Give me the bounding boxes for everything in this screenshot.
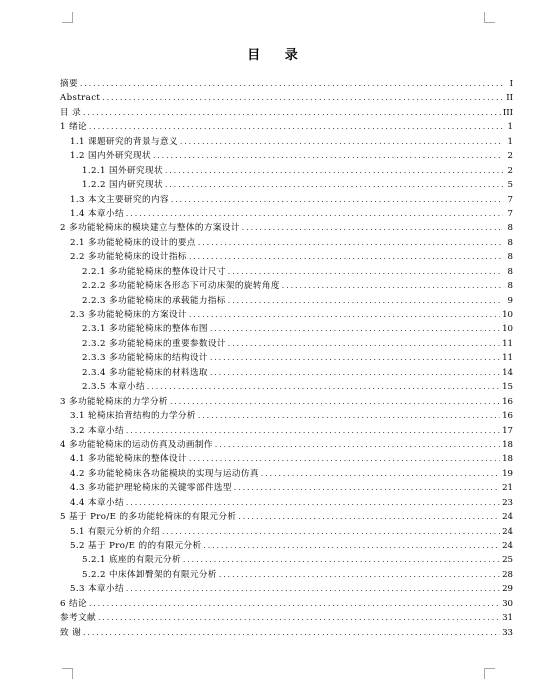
toc-entry-title: 2.3.4 多功能轮椅床的材料选取 <box>82 367 208 378</box>
toc-dot-leader <box>83 626 500 640</box>
toc-dot-leader <box>147 380 500 394</box>
toc-entry[interactable] <box>60 467 513 481</box>
toc-entry-title: 1.4 本章小结 <box>70 208 124 219</box>
toc-entry[interactable] <box>60 626 513 640</box>
toc-dot-leader <box>261 467 500 481</box>
toc-entry-title: 2.2.3 多功能轮椅床的承载能力指标 <box>82 295 226 306</box>
toc-entry-title: 2 多功能轮椅床的模块建立与整体的方案设计 <box>60 223 240 234</box>
toc-dot-leader <box>80 77 503 91</box>
toc-entry-title: 5.3 本章小结 <box>70 584 124 595</box>
toc-entry[interactable] <box>60 366 513 380</box>
toc-dot-leader <box>228 265 503 279</box>
toc-entry[interactable] <box>60 539 513 553</box>
crop-mark-bottom-left <box>62 668 73 679</box>
toc-dot-leader <box>98 611 500 625</box>
toc-entry-title: 1.2 国内外研究现状 <box>70 151 151 162</box>
toc-dot-leader <box>228 337 500 351</box>
toc-entry-title: 2.2.1 多功能轮椅床的整体设计尺寸 <box>82 266 226 277</box>
toc-entry[interactable] <box>60 452 513 466</box>
toc-entry-page: 14 <box>502 367 513 378</box>
toc-entry-title: 2.1 多功能轮椅床的设计的要点 <box>70 237 196 248</box>
toc-dot-leader <box>210 322 500 336</box>
toc-entry-title: 摘要 <box>60 79 78 89</box>
toc-entry-page: 28 <box>502 569 513 580</box>
toc-entry[interactable] <box>60 409 513 423</box>
toc-entry-page: 2 <box>507 151 513 162</box>
toc-entry-page: 7 <box>507 194 513 205</box>
toc-entry-title: 1.3 本文主要研究的内容 <box>70 194 169 205</box>
toc-entry-page: 2 <box>507 165 513 176</box>
crop-mark-bottom-right <box>484 668 495 679</box>
toc-entry-title: 参考文献 <box>60 613 96 624</box>
toc-entry[interactable] <box>60 77 513 91</box>
toc-entry-title: 5.2.2 中床体卸臀架的有限元分析 <box>82 569 217 580</box>
toc-entry-page: 31 <box>502 613 513 624</box>
toc-entry-title: 4.2 多功能轮椅床各功能模块的实现与运动仿真 <box>70 468 259 479</box>
toc-entry[interactable] <box>60 351 513 365</box>
toc-dot-leader <box>198 236 503 250</box>
toc-dot-leader <box>126 424 500 438</box>
toc-entry[interactable] <box>60 597 513 611</box>
toc-dot-leader <box>198 409 500 423</box>
toc-dot-leader <box>126 496 500 510</box>
toc-entry-page: 11 <box>502 338 513 349</box>
toc-entry-title: 致 谢 <box>60 627 82 638</box>
toc-entry-page: 5 <box>507 180 513 191</box>
toc-entry-page: 16 <box>502 411 513 422</box>
crop-mark-top-left <box>62 12 73 23</box>
toc-entry[interactable] <box>60 106 513 120</box>
toc-entry-page: 8 <box>507 266 513 277</box>
toc-entry-title: 4.3 多功能护理轮椅床的关键零部件选型 <box>70 483 232 494</box>
toc-entry-page: 8 <box>507 237 513 248</box>
toc-entry-title: 5.2.1 底座的有限元分析 <box>82 555 181 566</box>
toc-entry[interactable] <box>60 496 513 510</box>
toc-entry-page: 33 <box>502 627 513 638</box>
toc-entry[interactable] <box>60 611 513 625</box>
toc-entry-title: 5.1 有限元分析的介绍 <box>70 526 160 537</box>
toc-entry-title: Abstract <box>60 93 101 104</box>
toc-dot-leader <box>126 582 500 596</box>
toc-dot-leader <box>228 294 503 308</box>
toc-entry-page: 17 <box>502 425 513 436</box>
crop-mark-top-right <box>484 12 495 23</box>
toc-entry-title: 6 结论 <box>60 598 87 609</box>
toc-entry-page: I <box>509 79 513 89</box>
toc-entry-title: 2.3.3 多功能轮椅床的结构设计 <box>82 353 208 364</box>
toc-entry-page: 11 <box>502 353 513 364</box>
toc-entry-page: 15 <box>502 382 513 393</box>
toc-dot-leader <box>165 178 503 192</box>
toc-entry[interactable] <box>60 424 513 438</box>
toc-entry-title: 4.4 本章小结 <box>70 497 124 508</box>
toc-entry-page: 10 <box>502 310 513 320</box>
toc-entry-page: 9 <box>507 295 513 306</box>
toc-entry[interactable] <box>60 481 513 495</box>
toc-entry-page: 18 <box>502 439 513 450</box>
toc-entry[interactable] <box>60 279 513 293</box>
toc-entry[interactable] <box>60 337 513 351</box>
toc-entry-page: II <box>506 93 513 104</box>
toc-dot-leader <box>83 106 501 120</box>
toc-entry-page: 1 <box>507 136 513 147</box>
table-of-contents <box>60 77 513 640</box>
toc-dot-leader <box>219 568 500 582</box>
toc-entry[interactable] <box>60 380 513 394</box>
toc-entry-title: 2.2 多功能轮椅床的设计指标 <box>70 252 187 263</box>
toc-dot-leader <box>126 207 503 221</box>
toc-dot-leader <box>210 366 500 380</box>
toc-entry-title: 1.2.1 国外研究现状 <box>82 165 163 176</box>
toc-entry[interactable] <box>60 178 513 192</box>
toc-entry[interactable] <box>60 149 513 163</box>
page-title: 目 录 <box>247 48 308 63</box>
toc-entry-title: 2.3.5 本章小结 <box>82 382 145 393</box>
toc-entry-page: 24 <box>502 541 513 551</box>
toc-entry-title: 5 基于 Pro/E 的多功能轮椅床的有限元分析 <box>60 512 237 523</box>
toc-entry-page: 18 <box>502 454 513 465</box>
toc-entry-page: 30 <box>502 598 513 609</box>
toc-dot-leader <box>171 193 503 207</box>
toc-entry-title: 4.1 多功能轮椅床的整体设计 <box>70 454 187 465</box>
toc-entry-page: 8 <box>507 252 513 263</box>
toc-entry[interactable] <box>60 510 513 524</box>
toc-entry-page: 19 <box>502 468 513 479</box>
toc-entry-title: 1 绪论 <box>60 122 87 133</box>
toc-dot-leader <box>203 539 500 553</box>
toc-entry-page: 24 <box>502 526 513 537</box>
toc-entry[interactable] <box>60 135 513 149</box>
toc-entry-title: 2.2.2 多功能轮椅床各形态下可动床架的旋转角度 <box>82 281 280 292</box>
toc-dot-leader <box>153 149 503 163</box>
toc-entry[interactable] <box>60 553 513 567</box>
toc-entry-title: 5.2 基于 Pro/E 的的有限元分析 <box>70 541 202 551</box>
toc-entry[interactable] <box>60 395 513 409</box>
toc-dot-leader <box>215 438 500 452</box>
toc-entry[interactable] <box>60 236 513 250</box>
toc-entry[interactable] <box>60 207 513 221</box>
toc-entry[interactable] <box>60 582 513 596</box>
toc-dot-leader <box>189 308 500 322</box>
toc-entry-page: 16 <box>502 396 513 407</box>
toc-dot-leader <box>180 135 503 149</box>
toc-dot-leader <box>282 279 503 293</box>
toc-entry[interactable] <box>60 294 513 308</box>
toc-entry-title: 2.3 多功能轮椅床的方案设计 <box>70 310 187 320</box>
toc-entry-title: 4 多功能轮椅床的运动仿真及动画制作 <box>60 439 213 450</box>
toc-entry-page: 29 <box>502 584 513 595</box>
toc-entry-page: 24 <box>502 512 513 523</box>
toc-entry-page: 7 <box>507 208 513 219</box>
toc-entry-title: 目 录 <box>60 107 82 118</box>
toc-dot-leader <box>102 91 503 105</box>
toc-entry-page: 8 <box>507 281 513 292</box>
toc-entry-page: 1 <box>507 122 513 133</box>
toc-entry-title: 3.2 本章小结 <box>70 425 124 436</box>
toc-dot-leader <box>89 120 503 134</box>
toc-dot-leader <box>189 452 500 466</box>
toc-dot-leader <box>165 164 503 178</box>
toc-entry[interactable] <box>60 568 513 582</box>
toc-dot-leader <box>189 250 503 264</box>
toc-entry[interactable] <box>60 221 513 235</box>
toc-entry[interactable] <box>60 193 513 207</box>
toc-dot-leader <box>210 351 500 365</box>
toc-dot-leader <box>234 481 500 495</box>
toc-entry-page: 25 <box>502 555 513 566</box>
toc-dot-leader <box>162 525 500 539</box>
toc-entry-title: 3 多功能轮椅床的力学分析 <box>60 396 168 407</box>
toc-dot-leader <box>238 510 500 524</box>
toc-entry-title: 3.1 轮椅床抬背结构的力学分析 <box>70 411 196 422</box>
toc-entry[interactable] <box>60 120 513 134</box>
toc-entry-title: 2.3.1 多功能轮椅床的整体布图 <box>82 324 208 335</box>
toc-entry[interactable] <box>60 322 513 336</box>
toc-entry-page: III <box>502 107 513 118</box>
toc-entry-page: 21 <box>502 483 513 494</box>
toc-dot-leader <box>242 221 503 235</box>
toc-entry-title: 1.2.2 国内研究现状 <box>82 180 163 191</box>
toc-entry-page: 23 <box>502 497 513 508</box>
toc-dot-leader <box>89 597 500 611</box>
toc-entry[interactable] <box>60 525 513 539</box>
toc-entry-title: 1.1 课题研究的背景与意义 <box>70 136 178 147</box>
toc-entry[interactable] <box>60 164 513 178</box>
toc-entry[interactable] <box>60 250 513 264</box>
toc-dot-leader <box>183 553 500 567</box>
toc-dot-leader <box>170 395 500 409</box>
toc-entry[interactable] <box>60 308 513 322</box>
toc-entry-page: 10 <box>502 324 513 335</box>
toc-entry-title: 2.3.2 多功能轮椅床的重要参数设计 <box>82 338 226 349</box>
toc-entry[interactable] <box>60 265 513 279</box>
toc-entry-page: 8 <box>507 223 513 234</box>
toc-entry[interactable] <box>60 91 513 105</box>
toc-entry[interactable] <box>60 438 513 452</box>
